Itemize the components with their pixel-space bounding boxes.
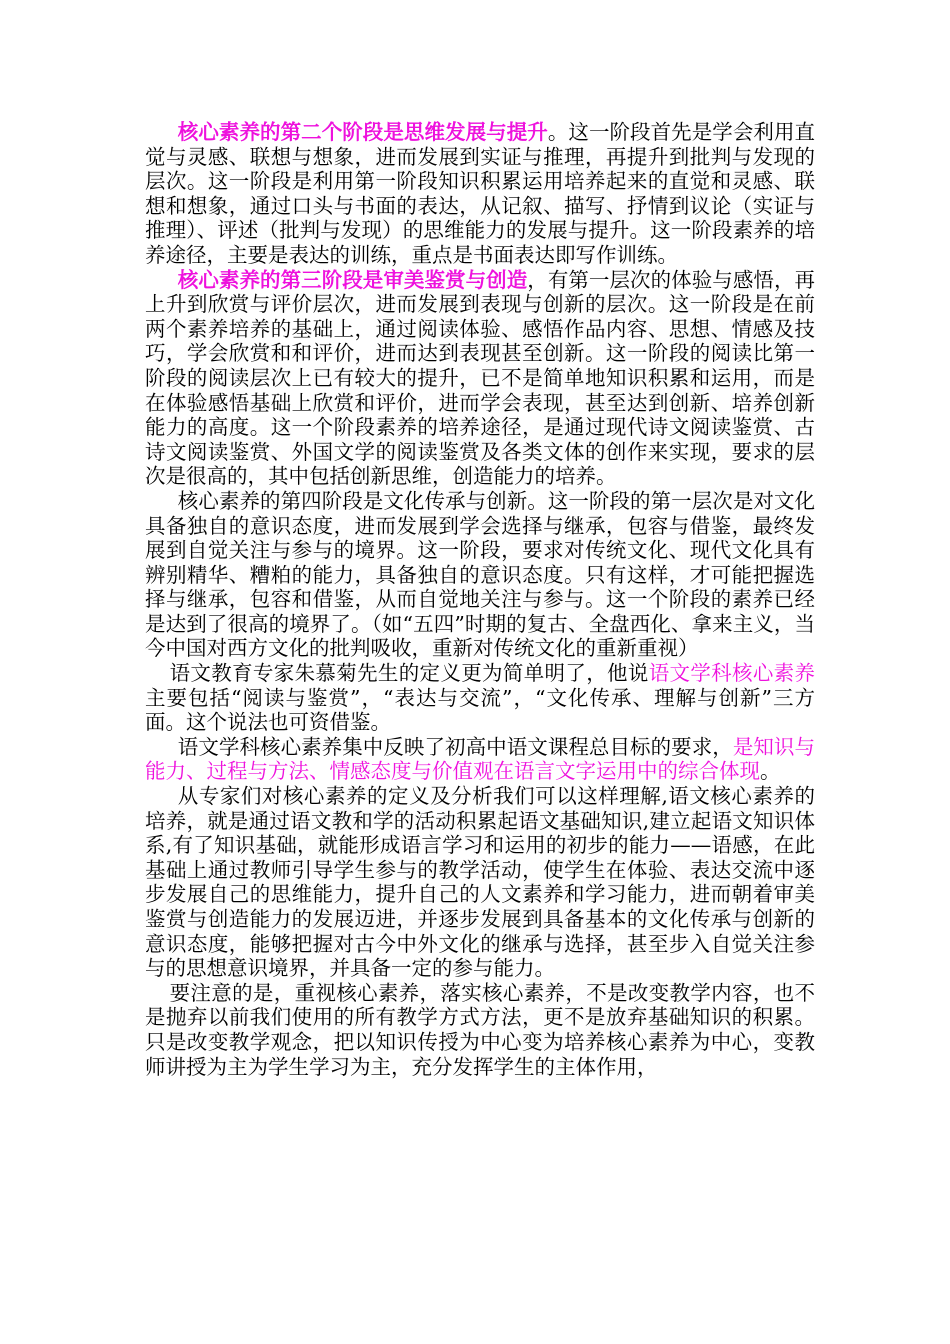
paragraph-course-goals (145, 735, 815, 784)
paragraph-stage-four (145, 489, 815, 661)
paragraph-expert-definition (145, 661, 815, 735)
highlight-core-literacy: 语文学科核心素养 (648, 661, 815, 686)
highlight-heading-stage-two: 核心素养的第二个阶段是思维发展与提升 (177, 120, 548, 144)
paragraph-text: 核心素养的第四阶段是文化传承与创新。这一阶段的第一层次是对文化具备独自的意识态度，进而发展到学会选择与继承，包容与借鉴，最终发展到自觉关注与参与的境界。这一阶段，要求对传统文化、现代文化具有辨别精华、糟粕的能力，具备独自的意识态度。只有这样，才可能把握选择与继承，包容和借鉴，从而自觉地关注与参与。这一个阶段的素养已经是达到了很高的境界了。（如“五四”时期的复古、全盘西化、拿来主义，当今中国对西方文化的批判吸收，重新对传统文化的重新重视） (145, 488, 815, 661)
paragraph-attention (145, 981, 815, 1079)
highlight-comprehensive-embodiment: 是知识与能力、过程与方法、情感态度与价值观在语言文字运用中的综合体现 (145, 734, 815, 784)
highlight-heading-stage-three: 核心素养的第三阶段是审美鉴赏与创造 (177, 267, 528, 292)
paragraph-stage-two (145, 120, 815, 268)
paragraph-text: 。 (760, 759, 781, 784)
paragraph-text: 。这一阶段首先是学会利用直觉与灵感、联想与想象，进而发展到实证与推理，再提升到批判与发现的层次。这一阶段是利用第一阶段知识积累运用培养起来的直觉和灵感、联想和想象，通过口头与书面的表达，从记叙、描写、抒情到议论（实证与推理）、评述（批判与发现）的思维能力的发展与提升。这一阶段素养的培养途径，主要是表达的训练，重点是书面表达即写作训练。 (145, 120, 816, 267)
paragraph-stage-three (145, 268, 815, 489)
paragraph-text: 语文教育专家朱慕菊先生的定义更为简单明了，他说 (169, 661, 649, 686)
paragraph-text: 从专家们对核心素养的定义及分析我们可以这样理解,语文核心素养的培养，就是通过语文教和学的活动积累起语文基础知识,建立起语文知识体系,有了知识基础，就能形成语言学习和运用的初步的能力——语感，在此基础上通过教师引导学生参与的教学活动，使学生在体验、表达交流中逐步发展自己的思维能力，提升自己的人文素养和学习能力，进而朝着审美鉴赏与创造能力的发展迈进，并逐步发展到具备基本的文化传承与创新的意识态度，能够把握对古今中外文化的继承与选择，甚至步入自觉关注参与的思想意识境界，并具备一定的参与能力。 (145, 784, 815, 981)
paragraph-text: 语文学科核心素养集中反映了初高中语文课程总目标的要求， (177, 734, 733, 759)
paragraph-text: ，有第一层次的体验与感悟，再上升到欣赏与评价层次，进而发展到表现与创新的层次。这一阶段是在前两个素养培养的基础上，通过阅读体验、感悟作品内容、思想、情感及技巧，学会欣赏和和评价，进而达到表现甚至创新。这一阶段的阅读比第一阶段的阅读层次上已有较大的提升，已不是简单地知识积累和运用，而是在体验感悟基础上欣赏和评价，进而学会表现，甚至达到创新、培养创新能力的高度。这一个阶段素养的培养途径，是通过现代诗文阅读鉴赏、古诗文阅读鉴赏、外国文学的阅读鉴赏及各类文体的创作来实现，要求的层次是很高的，其中包括创新思维，创造能力的培养。 (145, 267, 816, 489)
document-page (145, 120, 815, 1079)
paragraph-understanding (145, 784, 815, 981)
paragraph-text: 要注意的是，重视核心素养，落实核心素养，不是改变教学内容，也不是抛弃以前我们使用的所有教学方式方法，更不是放弃基础知识的积累。只是改变教学观念，把以知识传授为中心变为培养核心素养为中心，变教师讲授为主为学生学习为主，充分发挥学生的主体作用， (145, 980, 815, 1079)
paragraph-text: 主要包括“阅读与鉴赏”，“表达与交流”，“文化传承、理解与创新”三方面。这个说法也可资借鉴。 (145, 685, 815, 735)
